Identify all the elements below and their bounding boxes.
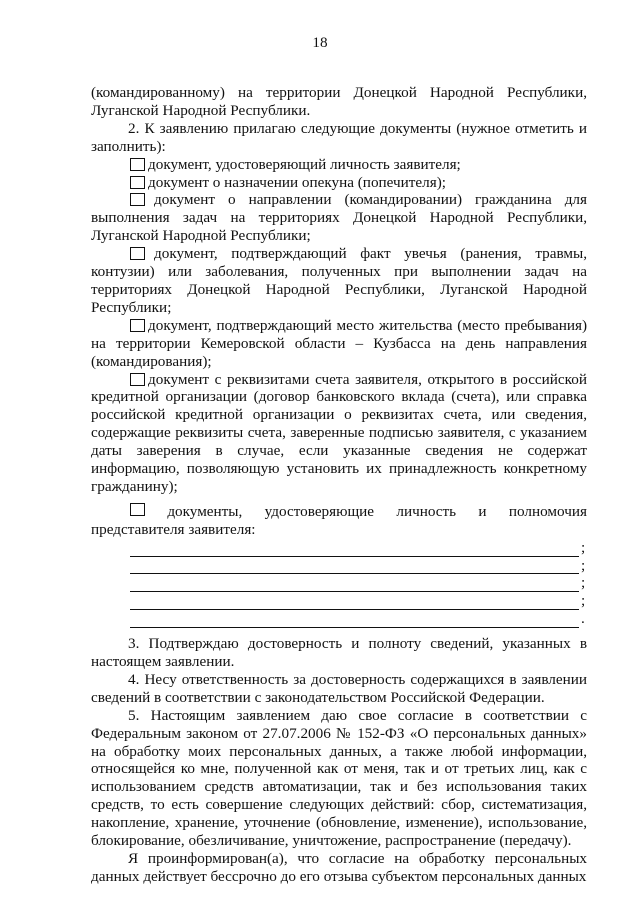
- blank-ending: .: [581, 610, 585, 628]
- representative-word: документы,: [167, 502, 243, 520]
- checkbox-residence-document[interactable]: [130, 319, 145, 332]
- representative-word: личность: [396, 502, 457, 520]
- page-number: 18: [312, 34, 328, 51]
- representative-blank-field[interactable]: [130, 614, 579, 628]
- checkbox-identity-document[interactable]: [130, 158, 145, 171]
- representative-blank-row: [130, 610, 587, 628]
- representative-blank-field[interactable]: [130, 543, 579, 557]
- informed-statement: Я проинформирован(а), что согласие на обработку персональных данных действует бессрочно до его отзыва субъектом персональных данных: [91, 849, 587, 885]
- document-option-injury: [91, 245, 587, 317]
- representative-word: удостоверяющие: [264, 502, 375, 520]
- option-label: документ, удостоверяющий личность заявителя;: [148, 155, 461, 173]
- checkbox-assignment-document[interactable]: [130, 193, 145, 206]
- representative-word: и: [478, 502, 487, 520]
- blank-ending: ;: [581, 556, 586, 574]
- section-3: 3. Подтверждаю достоверность и полноту сведений, указанных в настоящем заявлении.: [91, 635, 587, 671]
- representative-blank-row: [130, 557, 587, 575]
- document-option-assignment: [91, 191, 587, 245]
- representative-blank-row: [130, 539, 587, 557]
- blank-ending: ;: [581, 574, 586, 592]
- blank-ending: ;: [581, 538, 586, 556]
- document-option-guardian: [91, 174, 587, 192]
- representative-word: полномочия: [508, 502, 587, 520]
- document-option-residence: [91, 317, 587, 371]
- section-5: 5. Настоящим заявлением даю свое согласие в соответствии с Федеральным законом от 27.07.2006 № 152-ФЗ «О персональных данных» на обработку моих персональных данных, а также любой информации, относящейся ко мне, полученной как от меня, так и от третьих лиц, как с использованием средств автоматизации, так и без использования таких средств, то есть совершение следующих действий: сбор, систематизация, накопление, хранение, уточнение (обновление, изменение), использование, блокирование, обезличивание, уничтожение, распространение (передачу).: [91, 706, 587, 850]
- option-label: документ о направлении (командировании) гражданина для выполнения задач на территориях Донецкой Народной Республики, Луганской Народной Республики;: [91, 191, 587, 245]
- blank-ending: ;: [581, 592, 586, 610]
- document-option-bank-account: [91, 371, 587, 496]
- representative-blank-row: [130, 574, 587, 592]
- representative-blank-field[interactable]: [130, 578, 579, 592]
- option-label: документ, подтверждающий факт увечья (ранения, травмы, контузии) или заболевания, полученных при выполнении задач на территориях Донецкой Народной Республики, Луганской Народной Республики;: [91, 245, 587, 316]
- representative-blank-field[interactable]: [130, 596, 579, 610]
- option-label: документ, подтверждающий место жительства (место пребывания) на территории Кемеровской области – Кузбасса на день направления (командирования);: [91, 316, 587, 370]
- checkbox-bank-account-document[interactable]: [130, 373, 145, 386]
- section-2-heading: 2. К заявлению прилагаю следующие документы (нужное отметить и заполнить):: [91, 119, 587, 155]
- checkbox-representative-documents[interactable]: [130, 503, 145, 516]
- checkbox-injury-document[interactable]: [130, 247, 145, 260]
- document-body: [91, 84, 587, 886]
- representative-blank-row: [130, 592, 587, 610]
- option-label: документ о назначении опекуна (попечителя);: [148, 173, 447, 191]
- representative-blank-field[interactable]: [130, 560, 579, 574]
- option-label: документ с реквизитами счета заявителя, открытого в российской кредитной организации (договор банковского вклада (счета), или справка российской кредитной организации о реквизитах счета, или сведения, содержащие реквизиты счета, заверенные подписью заявителя, с указанием даты заверения в случае, если указанные сведения не содержат информацию, позволяющую установить их принадлежность конкретному гражданину);: [91, 370, 587, 495]
- checkbox-guardian-document[interactable]: [130, 176, 145, 189]
- document-option-identity: [91, 156, 587, 174]
- section-4: 4. Несу ответственность за достоверность содержащихся в заявлении сведений в соответствии с законодательством Российской Федерации.: [91, 670, 587, 706]
- representative-tail: представителя заявителя:: [91, 520, 256, 538]
- document-option-representative: [91, 503, 587, 521]
- intro-continuation: (командированному) на территории Донецкой Народной Республики, Луганской Народной Республики.: [91, 84, 587, 119]
